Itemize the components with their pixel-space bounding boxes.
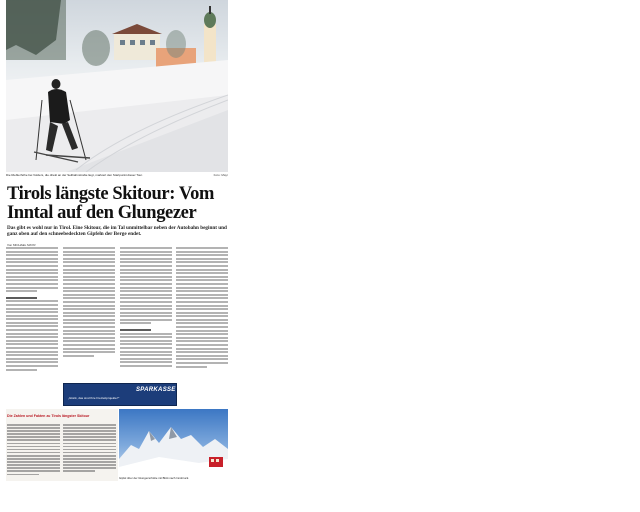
article-column-2 xyxy=(63,247,115,379)
factbox-column-1 xyxy=(7,424,60,477)
skitour-photo-illustration xyxy=(6,0,228,172)
factbox xyxy=(6,409,118,481)
photo-credit: Foto: Mayr xyxy=(213,173,228,177)
sparkasse-advert[interactable] xyxy=(63,383,177,406)
photo-caption: Die Rieblerhöhe bei Volders, die direkt an der Seilbahnstraße liegt, markiert den Startpunkt dieser Tour. xyxy=(6,173,143,177)
article-byline: Von MICHAEL MAYR xyxy=(7,243,36,247)
ad-logo: SPARKASSE xyxy=(136,387,176,393)
mountain-photo-caption: Gipfel über der Glungezerhütte mit Blick nach Innsbruck. xyxy=(119,476,190,480)
article-column-3 xyxy=(120,247,172,379)
factbox-title: Die Zahlen und Fakten zu Tirols längster Skitour xyxy=(7,414,90,418)
factbox-column-2 xyxy=(63,424,116,474)
article-column-1 xyxy=(6,247,58,379)
article-lead: Das gibt es wohl nur in Tirol. Eine Skitour, die im Tal unmittelbar neben der Autobahn beginnt und ganz oben auf den schneebedeckten Gipfeln der Berge endet. xyxy=(7,225,227,238)
article-subhead xyxy=(120,329,151,331)
article-body xyxy=(6,247,228,379)
article-headline: Tirols längste Skitour: Vom Inntal auf den Glungezer xyxy=(7,184,214,223)
ad-tagline: „Glück, das sind Ihre Freizeitprojekte?“ xyxy=(68,396,120,400)
newspaper-page xyxy=(6,0,228,484)
mountain-photo xyxy=(119,409,228,475)
skitour-photo xyxy=(6,0,228,172)
article-column-4 xyxy=(176,247,228,379)
mountain-photo-illustration xyxy=(119,409,228,475)
